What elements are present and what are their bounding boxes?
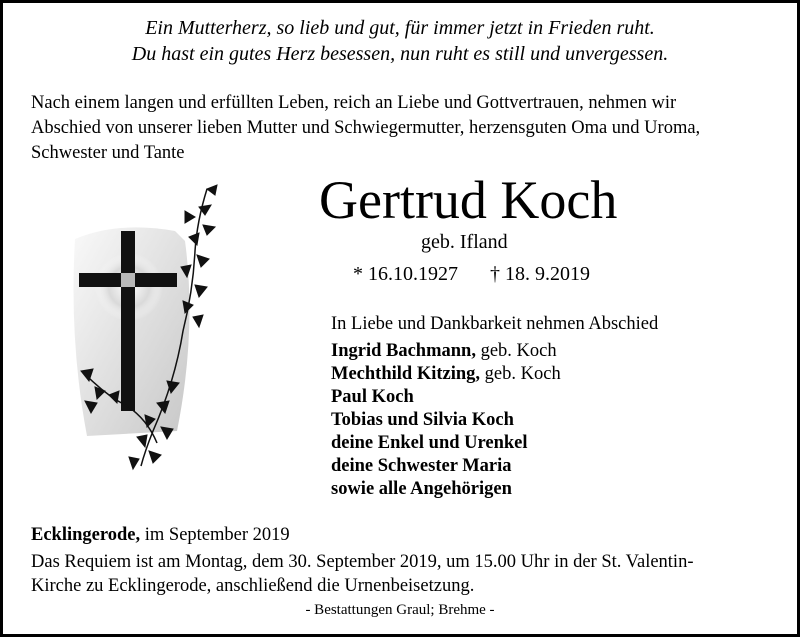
mourner-name: sowie alle Angehörigen: [331, 479, 512, 499]
birth-date: * 16.10.1927: [353, 263, 458, 285]
place-city: Ecklingerode,: [31, 525, 141, 545]
mourner-line: [331, 386, 414, 409]
cross-icon: [57, 181, 227, 471]
verse-line-1: Ein Mutterherz, so lieb und gut, für immer jetzt in Frieden ruht.: [145, 17, 655, 39]
mourner-name: deine Enkel und Urenkel: [331, 433, 528, 453]
mourner-line: [331, 432, 528, 455]
place-date: [31, 525, 290, 546]
birth-name: geb. Ifland: [421, 231, 508, 253]
mourner-line: [331, 363, 561, 386]
intro-line-2: Abschied von unserer lieben Mutter und Schwiegermutter, herzensguten Oma und Uroma,: [31, 118, 701, 138]
life-dates: [353, 263, 590, 286]
mourner-name: Mechthild Kitzing,: [331, 364, 481, 384]
mourner-name: Ingrid Bachmann,: [331, 341, 476, 361]
intro-line-1: Nach einem langen und erfüllten Leben, reich an Liebe und Gottvertrauen, nehmen wir: [31, 93, 677, 113]
requiem-line-2: Kirche zu Ecklingerode, anschließend die Urnenbeisetzung.: [31, 576, 475, 596]
intro-line-3: Schwester und Tante: [31, 143, 185, 163]
undertaker: - Bestattungen Graul; Brehme -: [305, 602, 495, 618]
mourner-name: Tobias und Silvia Koch: [331, 410, 514, 430]
place-month: im September 2019: [140, 525, 290, 545]
mourner-line: [331, 478, 512, 501]
mourner-suffix: geb. Koch: [480, 364, 561, 384]
deceased-name: Gertrud Koch: [319, 170, 618, 230]
requiem-line-1: Das Requiem ist am Montag, dem 30. September 2019, um 15.00 Uhr in der St. Valentin-: [31, 552, 694, 572]
mourner-line: [331, 409, 514, 432]
mourner-line: [331, 455, 512, 478]
mourner-name: deine Schwester Maria: [331, 456, 512, 476]
death-date: † 18. 9.2019: [490, 263, 590, 285]
mourner-name: Paul Koch: [331, 387, 414, 407]
mourners-intro: In Liebe und Dankbarkeit nehmen Abschied: [331, 314, 659, 334]
mourner-line: [331, 340, 557, 363]
mourner-suffix: geb. Koch: [475, 341, 557, 361]
verse-line-2: Du hast ein gutes Herz besessen, nun ruht es still und unvergessen.: [131, 43, 669, 65]
